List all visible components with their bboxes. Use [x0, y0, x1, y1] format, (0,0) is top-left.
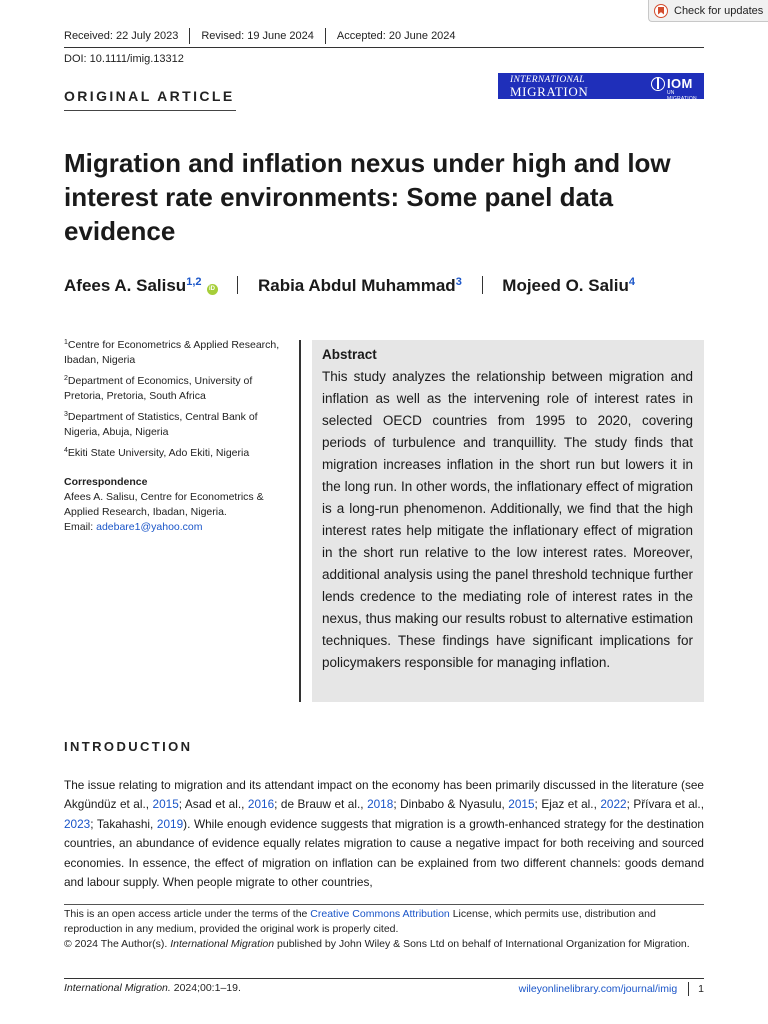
- copyright-text: © 2024 The Author(s). International Migration published by John Wiley & Sons Ltd on behalf of International Organization for Migration.: [64, 938, 690, 950]
- footnote-rule: [64, 904, 704, 905]
- license-text: This is an open access article under the terms of the Creative Commons Attribution License, which permits use, distribution and reproduction in any medium, provided the original work is properly cited.: [64, 908, 656, 935]
- citation-link[interactable]: 2018: [367, 797, 394, 812]
- divider: [482, 276, 483, 294]
- author-name[interactable]: Mojeed O. Saliu: [502, 276, 629, 295]
- correspondence-heading: Correspondence: [64, 476, 148, 488]
- abstract-heading: Abstract: [322, 347, 377, 362]
- globe-icon: [651, 77, 665, 91]
- header-rule: [64, 47, 704, 48]
- divider: [688, 982, 689, 996]
- author-affiliation-ref[interactable]: 4: [628, 276, 635, 288]
- license-link[interactable]: Creative Commons Attribution: [310, 908, 450, 920]
- iom-logo-text: IOM: [667, 76, 693, 91]
- affiliation-item: $^1$Centre for Econometrics & Applied Research, Ibadan, Nigeria: [64, 339, 280, 366]
- introduction-paragraph: The issue relating to migration and its attendant impact on the economy has been primarily discussed in the literature (see Akgündüz et al., 2015; Asad et al., 2016; de Brauw et al., 2018; Dinbabo & Nyasulu, 2015; Ejaz et al., 2022; Přívara et al., 2023; Takahashi, 2019). While enough evidence suggests that migration is a growth-enhanced strategy for the destination countries, an abundance of evidence equally relates migration to cause a negative impact for both receiving and sourced economies. In essence, the effect of migration on inflation can be explained from two different channels: goods demand and labour supply. When people migrate to other countries,: [64, 778, 704, 890]
- article-dates: [64, 30, 704, 46]
- author-name[interactable]: Rabia Abdul Muhammad: [257, 276, 456, 295]
- footer-citation: International Migration. 2024;00:1–19.: [64, 982, 241, 994]
- article-type: ORIGINAL ARTICLE: [64, 88, 235, 104]
- revised-date: Revised: 19 June 2024: [201, 30, 314, 42]
- accepted-date: Accepted: 20 June 2024: [336, 30, 456, 42]
- footer-rule: [64, 978, 704, 979]
- page-number: 1: [698, 983, 704, 995]
- affiliations: [64, 335, 289, 535]
- iom-logo-subtext: UN MIGRATION: [667, 90, 697, 102]
- affiliation-item: $^2$Department of Economics, University of Pretoria, Pretoria, South Africa: [64, 375, 253, 402]
- doi[interactable]: DOI: 10.1111/imig.13312: [64, 53, 184, 65]
- author-affiliation-ref[interactable]: 1,2: [186, 276, 202, 288]
- author-affiliation-ref[interactable]: 3: [455, 276, 462, 288]
- check-for-updates-label: Check for updates: [674, 4, 764, 17]
- affiliation-item: $^3$Department of Statistics, Central Bank of Nigeria, Abuja, Nigeria: [64, 411, 258, 438]
- section-heading-introduction: INTRODUCTION: [64, 739, 193, 754]
- citation-link[interactable]: 2019: [156, 816, 184, 831]
- affiliation-item: $^4$Ekiti State University, Ado Ekiti, Nigeria: [64, 447, 250, 459]
- citation-link[interactable]: 2015: [152, 797, 179, 812]
- check-for-updates-button[interactable]: [648, 0, 768, 22]
- journal-url-link[interactable]: wileyonlinelibrary.com/journal/imig: [518, 983, 678, 995]
- citation-link[interactable]: 2023: [64, 816, 91, 831]
- journal-banner[interactable]: [498, 73, 704, 102]
- bookmark-icon: [654, 4, 668, 18]
- article-type-rule: [64, 110, 236, 111]
- citation-link[interactable]: 2016: [247, 797, 275, 812]
- journal-banner-line2: MIGRATION: [510, 84, 589, 99]
- abstract-text: This study analyzes the relationship between migration and inflation as well as the intervening role of interest rates in selected OECD countries from 1995 to 2020, covering periods of turbulence and tranquillity. The study finds that migration increases inflation in the short run but lowers it in the long run. In other words, the inflationary effect of migration is a long-run phenomenon. Additionally, we find that the high interest rates help mitigate the inflationary effect of migration in the short run relative to the low interest rates. Moreover, additional analysis using the panel threshold technique further lends credence to the mediating role of interest rates in the nexus, thus making our results robust to alternative estimation techniques. These findings have significant implications for policymakers responsible for managing inflation.: [322, 369, 693, 670]
- orcid-icon[interactable]: iD: [207, 284, 218, 295]
- divider: [325, 28, 326, 44]
- citation-link[interactable]: 2022: [600, 797, 627, 812]
- correspondence-email-row: [64, 520, 289, 535]
- abstract-divider: [299, 340, 301, 702]
- journal-banner-line1: INTERNATIONAL: [510, 75, 585, 85]
- author-name[interactable]: Afees A. Salisu: [64, 276, 187, 295]
- email-label: Email:: [64, 521, 94, 533]
- divider: [189, 28, 190, 44]
- author-list: [64, 276, 704, 296]
- correspondence-text: Afees A. Salisu, Centre for Econometrics & Applied Research, Ibadan, Nigeria.: [64, 491, 264, 518]
- received-date: Received: 22 July 2023: [64, 30, 179, 42]
- footer-right: [519, 982, 704, 996]
- article-title: Migration and inflation nexus under high and low interest rate environments: Some panel data evidence: [64, 148, 671, 246]
- divider: [237, 276, 238, 294]
- abstract-box: [312, 340, 704, 702]
- license-footnote: [64, 907, 704, 952]
- citation-link[interactable]: 2015: [508, 797, 535, 812]
- email-link[interactable]: adebare1@yahoo.com: [96, 521, 203, 533]
